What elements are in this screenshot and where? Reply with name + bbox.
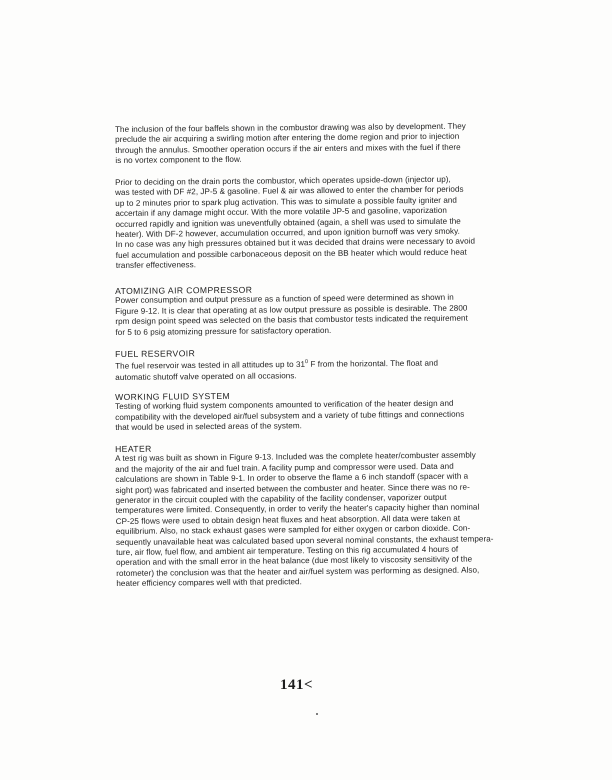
page-number: 141<	[280, 677, 314, 693]
paragraph-text: Prior to deciding on the drain ports the combustor, which operates upside-down (injector up), was tested with DF #2, JP-5 & gasoline. Fuel & air was allowed to enter the chamber for periods up to 2 minutes prior to spark plug activation. This was to simulate a possible faulty igniter and accertain if any damage might occur. With the more volatile JP-5 and gasoline, vaporization occurred rapidly and ignition was uneventfully obtained (again, a shell was used to simulate the heater). With DF-2 however, accumulation occurred, and upon ignition burnoff was very smoky. In no case was any high pressures obtained but it was decided that drains were necessary to avoid fuel accumulation and possible carbonaceous deposit on the BB heater which would reduce heat transfer effectiveness.	[115, 174, 476, 271]
paragraph-text: A test rig was built as shown in Figure 9-13. Included was the complete heater/combuster assembly and the majority of the air and fuel train. A facility pump and compressor were used. Data and calculations are shown in Table 9-1. In order to observe the flame a 6 inch standoff (spacer with a sight port) was fabricated and inserted between the combuster and heater. Since there was no re- generator in the circuit coupled with the capability of the facility condenser, vaporizer output temperatures were limited. Consequently, in order to verify the heater's capacity higher than nominal CP-25 flows were used to obtain design heat fluxes and heat absorption. All data were taken at equilibrium. Also, no stack exhaust gases were sampled for either oxygen or carbon dioxide. Con- sequently unavailable heat was calculated based upon several nominal constants, the exhaust tempera- ture, air flow, fuel flow, and ambient air temperature. Testing on this rig accumulated 4 hours of operation and with the small error in the heat balance (due most likely to viscosity sensitivity of the rotometer) the conclusion was that the heater and air/fuel system was performing as designed. Also, heater efficiency compares well with that predicted.	[115, 450, 494, 589]
section-heading: HEATER	[115, 443, 152, 454]
paragraph-text: Power consumption and output pressure as a function of speed were determined as shown in Figure 9-12. It is clear that operating at as low output pressure as possible is desirable. The 2800 rpm design point speed was selected on the basis that combustor tests indicated the requirement for 5 to 6 psig atomizing pressure for satisfactory operation.	[115, 293, 468, 337]
paragraph-drain-ports	[115, 174, 501, 271]
paragraph-text-part: F from the horizontal. The float and automatic shutoff valve operated on all occasions.	[115, 358, 439, 382]
paragraph-text-part: The fuel reservoir was tested in all attitudes up to 31	[115, 360, 306, 372]
section-heater	[115, 440, 501, 589]
section-heading: ATOMIZING AIR COMPRESSOR	[115, 284, 253, 296]
paragraph-text: Testing of working fluid system components amounted to verification of the heater design and compatibility with the developed air/fuel subsystem and a variety of tube fittings and connections that would be used in selected areas of the system.	[115, 399, 465, 433]
paragraph-text: The inclusion of the four baffels shown in the combustor drawing was also by development. They preclude the air acquiring a swirling motion after entering the dome region and prior to injection through the annulus. Smoother operation occurs if the air enters and mixes with the fuel if there is no vortex component to the flow.	[115, 121, 466, 166]
paragraph-text	[115, 356, 500, 383]
section-heading: WORKING FLUID SYSTEM	[115, 390, 231, 402]
section-fuel-reservoir	[115, 345, 500, 383]
section-atomizing-air-compressor	[115, 282, 500, 338]
paragraph-baffels	[115, 121, 500, 166]
section-heading: FUEL RESERVOIR	[115, 348, 196, 359]
degree-superscript: 0	[305, 359, 309, 366]
section-working-fluid-system	[115, 388, 500, 433]
scan-speck	[316, 713, 318, 715]
